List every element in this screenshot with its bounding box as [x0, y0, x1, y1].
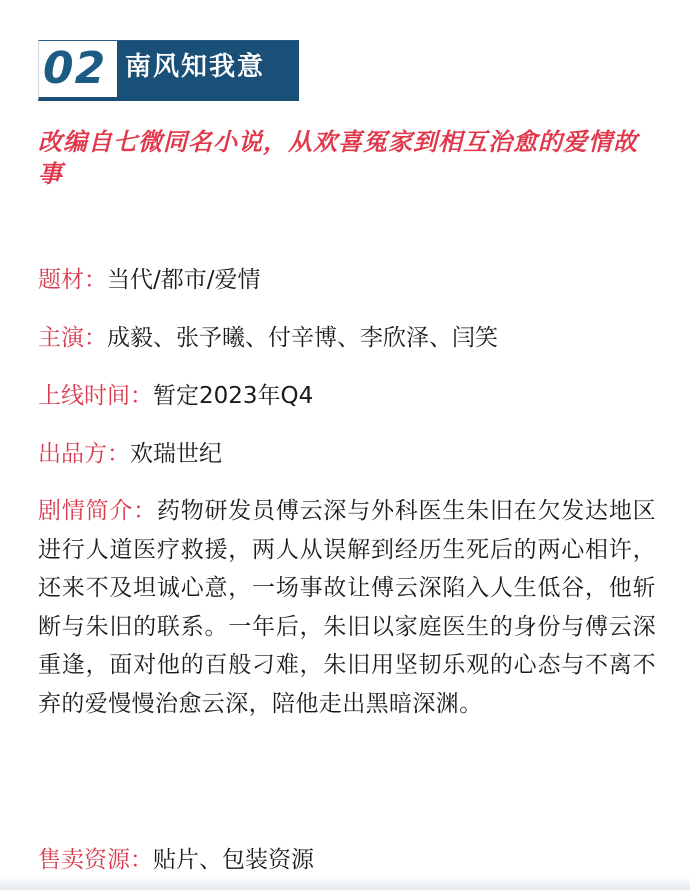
release-row: [38, 380, 313, 412]
cast-row: [38, 322, 498, 354]
genre-value: 当代/都市/爱情: [107, 267, 261, 293]
cast-value: 成毅、张予曦、付辛博、李欣泽、闫笑: [107, 325, 498, 351]
title-block: [117, 41, 295, 97]
sales-value: 贴片、包装资源: [153, 847, 314, 873]
synopsis-row: [38, 492, 656, 723]
tagline: 改编自七微同名小说，从欢喜冤家到相互治愈的爱情故事: [38, 128, 638, 188]
synopsis-value: 药物研发员傅云深与外科医生朱旧在欠发达地区进行人道医疗救援，两人从误解到经历生死后的两心相许，还来不及坦诚心意，一场事故让傅云深陷入人生低谷，他斩断与朱旧的联系。一年后，朱旧以家庭医生的身份与傅云深重逢，面对他的百般刁难，朱旧用坚韧乐观的心态与不离不弃的爱慢慢治愈云深，陪他走出黑暗深渊。: [38, 498, 656, 717]
synopsis-label: 剧情简介：: [38, 498, 157, 524]
producer-value: 欢瑞世纪: [130, 441, 222, 467]
release-value: 暂定2023年Q4: [153, 383, 314, 409]
cast-label: 主演：: [38, 325, 107, 351]
sales-row: [38, 844, 314, 876]
release-label: 上线时间：: [38, 383, 153, 409]
genre-label: 题材：: [38, 267, 107, 293]
producer-row: [38, 438, 222, 470]
producer-label: 出品方：: [38, 441, 130, 467]
sales-label: 售卖资源：: [38, 847, 153, 873]
drama-title: 南风知我意: [125, 52, 266, 82]
genre-row: [38, 264, 261, 296]
section-number: 02: [43, 43, 107, 94]
section-header: [38, 40, 299, 101]
bottom-fade: [0, 876, 690, 890]
